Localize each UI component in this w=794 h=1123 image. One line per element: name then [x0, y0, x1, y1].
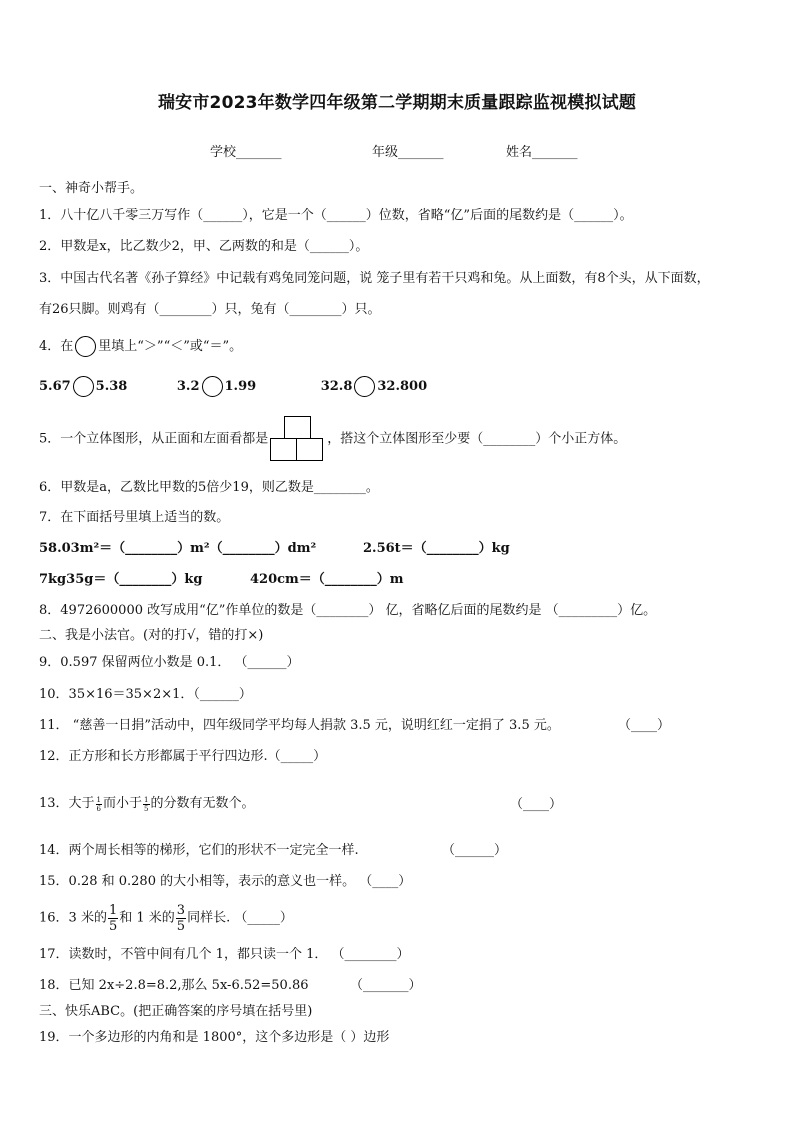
compare-item-2: 3.2 1.99: [177, 376, 256, 397]
section-3-heading: 三、快乐ABC。(把正确答案的序号填在括号里): [39, 1004, 313, 1019]
question-17: 17．读数时，不管中间有几个 1，都只读一个 1． （________）: [39, 947, 410, 962]
compare-circle-icon: [73, 376, 94, 397]
question-14-blank: （______）: [442, 843, 508, 858]
question-9: 9．0.597 保留两位小数是 0.1． （______）: [39, 655, 300, 670]
question-10: 10．35×16＝35×2×1．（______）: [39, 687, 252, 702]
question-15: 15．0.28 和 0.280 的大小相等，表示的意义也一样。 （____）: [39, 874, 412, 889]
question-3-line-1: 3．中国古代名著《孙子算经》中记载有鸡兔同笼问题，说 笼子里有若干只鸡和兔。从上面数，有8个头，从下面数，: [39, 271, 710, 286]
page-title: 瑞安市2023年数学四年级第二学期期末质量跟踪监视模拟试题: [157, 93, 637, 113]
question-7b: 2.56t＝（________）kg: [363, 541, 510, 556]
section-1-heading: 一、神奇小帮手。: [39, 181, 144, 196]
question-4-items: [39, 376, 427, 397]
question-7d: 420cm＝（________）m: [250, 572, 404, 587]
question-7c: 7kg35g＝（________）kg: [39, 572, 203, 587]
compare-item-3: 32.8 32.800: [321, 376, 427, 397]
question-11-blank: （____）: [618, 718, 671, 733]
question-3-line-2: 有26只脚。则鸡有（________）只，兔有（________）只。: [39, 302, 381, 317]
fraction-one-fifth: $\frac{1}{5}$: [108, 903, 118, 934]
compare-circle-icon: [202, 376, 223, 397]
question-14: 14．两个周长相等的梯形，它们的形状不一定完全一样.: [39, 843, 359, 858]
cube-square: [296, 438, 323, 461]
cube-square: [270, 438, 297, 461]
question-12: 12．正方形和长方形都属于平行四边形.（_____）: [39, 749, 327, 764]
fraction-one-fifth: $\frac{1}{5}$: [144, 795, 149, 813]
question-18: 18．已知 2x÷2.8=8.2,那么 5x-6.52=50.86: [39, 978, 309, 993]
cube-view-figure: [270, 416, 325, 463]
fraction-one-sixth: $\frac{1}{6}$: [96, 795, 102, 813]
question-18-blank: （_______）: [350, 978, 422, 993]
question-13: 13．大于 $\frac{1}{6}$ 而小于 $\frac{1}{5}$ 的分数有无数个。: [39, 795, 255, 813]
question-19: 19．一个多边形的内角和是 1800°，这个多边形是（ ）边形: [39, 1030, 390, 1045]
compare-circle-icon: [75, 336, 96, 357]
name-field: 姓名_______: [506, 145, 578, 160]
question-6: 6．甲数是a，乙数比甲数的5倍少19，则乙数是________。: [39, 480, 379, 495]
question-4-prefix: 4．在: [39, 339, 74, 354]
section-2-heading: 二、我是小法官。(对的打√，错的打×): [39, 628, 264, 643]
fraction-three-fifths: $\frac{3}{5}$: [176, 903, 186, 934]
question-7: 7．在下面括号里填上适当的数。: [39, 510, 230, 525]
cube-square: [284, 416, 311, 439]
question-1: 1．八十亿八千零三万写作（______），它是一个（______）位数，省略“亿”后面的尾数约是（______）。: [39, 208, 633, 223]
question-2: 2．甲数是x，比乙数少2，甲、乙两数的和是（______）。: [39, 239, 369, 254]
compare-item-1: 5.67 5.38: [39, 376, 127, 397]
question-13-blank: （____）: [510, 797, 563, 812]
question-8: 8．4972600000 改写成用“亿”作单位的数是（________） 亿，省略亿后面的尾数约是 （_________）亿。: [39, 603, 657, 618]
question-16: 16．3 米的 $\frac{1}{5}$ 和 1 米的 $\frac{3}{5}$ 同样长. （_____）: [39, 903, 293, 934]
school-field: 学校_______: [210, 145, 282, 160]
grade-field: 年级_______: [372, 145, 444, 160]
question-5-suffix: ，搭这个立体图形至少要（________）个小正方体。: [327, 431, 627, 447]
question-11: 11． “慈善一日捐”活动中，四年级同学平均每人捐款 3.5 元，说明红红一定捐了 3.5 元。: [39, 718, 560, 733]
question-4-suffix: 里填上“＞”“＜”或“＝”。: [98, 339, 243, 354]
question-5-prefix: 5．一个立体图形，从正面和左面看都是: [39, 431, 269, 447]
question-5: [39, 416, 626, 463]
question-7a: 58.03m²＝（________）m²（________）dm²: [39, 541, 317, 556]
question-4: [39, 336, 242, 357]
compare-circle-icon: [354, 376, 375, 397]
